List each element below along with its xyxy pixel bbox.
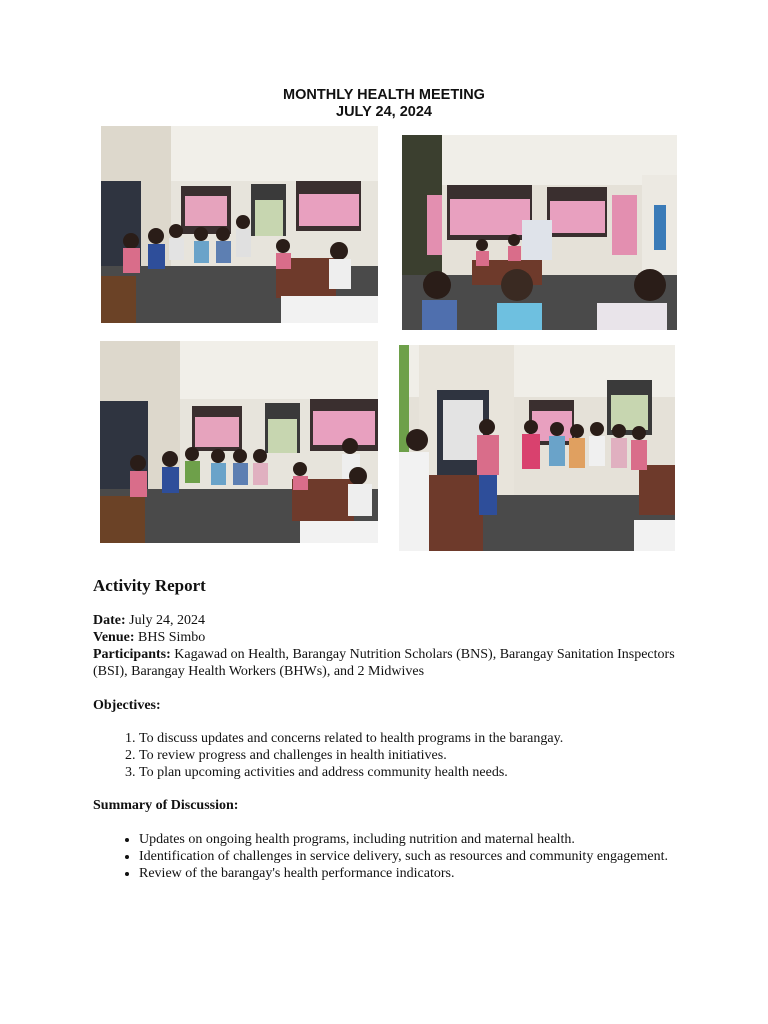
participants-label: Participants: xyxy=(93,647,171,662)
venue-label: Venue: xyxy=(93,630,135,645)
summary-list xyxy=(93,831,683,882)
objective-item: 1. To discuss updates and concerns related to health programs in the barangay. xyxy=(139,730,683,747)
venue-value: BHS Simbo xyxy=(138,630,206,645)
venue-line xyxy=(93,629,683,646)
objectives-list xyxy=(93,730,683,781)
objectives-heading xyxy=(93,697,683,714)
participants-value: Kagawad on Health, Barangay Nutrition Scholars (BNS), Barangay Sanitation Inspectors (BSI), Barangay Health Workers (BHWs), and 2 Midwives xyxy=(93,647,675,679)
title-line-2: JULY 24, 2024 xyxy=(336,104,432,120)
meeting-photo-1 xyxy=(101,126,378,323)
summary-item: • Identification of challenges in service delivery, such as resources and community engagement. xyxy=(139,848,683,865)
report-heading-text: Activity Report xyxy=(93,576,206,595)
summary-item: • Review of the barangay's health performance indicators. xyxy=(139,865,683,882)
date-value: July 24, 2024 xyxy=(129,613,205,628)
summary-heading xyxy=(93,797,683,814)
participants-line xyxy=(93,646,683,680)
objectives-heading-text: Objectives: xyxy=(93,698,161,713)
summary-heading-text: Summary of Discussion: xyxy=(93,798,239,813)
activity-report-heading xyxy=(93,576,683,596)
report-details xyxy=(93,612,683,680)
objective-item: 3. To plan upcoming activities and address community health needs. xyxy=(139,764,683,781)
date-line xyxy=(93,612,683,629)
document-title xyxy=(0,87,768,121)
meeting-photo-3 xyxy=(100,341,378,543)
meeting-photo-2 xyxy=(402,135,677,330)
objective-item: 2. To review progress and challenges in health initiatives. xyxy=(139,747,683,764)
title-line-1: MONTHLY HEALTH MEETING xyxy=(283,87,485,103)
date-label: Date: xyxy=(93,613,126,628)
meeting-photo-4 xyxy=(399,345,675,551)
summary-item: • Updates on ongoing health programs, including nutrition and maternal health. xyxy=(139,831,683,848)
